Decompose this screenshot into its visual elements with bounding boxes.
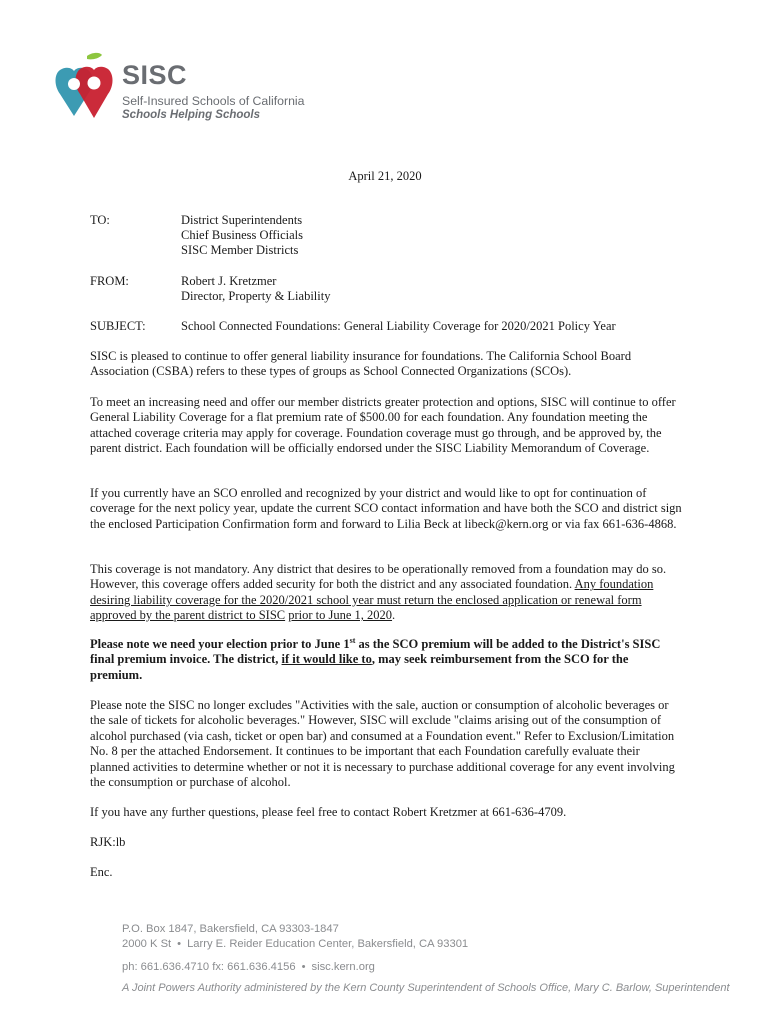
sisc-logo [54,52,305,124]
superscript: st [349,636,356,645]
underlined-text: if it would like to [281,652,372,667]
to-label: TO: [90,213,110,227]
to-line: District Superintendents [181,213,303,227]
paragraph-alcohol: Please note the SISC no longer excludes "Activities with the sale, auction or consumption of alcoholic beverages or the sale of tickets for alcoholic beverages." However, SISC will exclude "claims arising out of the consumption of alcohol purchased (via cash, ticket or open bar) and consumed at a Foundation event." Refer to Exclusion/Limitation No. 8 per the attached Endorsement. It continues to be important that each Foundation carefully evaluate their planned activities to determine whether or not it is necessary to purchase additional coverage for any event involving the consumption or purchase of alcohol. [90,698,675,790]
logo-tagline: Schools Helping Schools [122,109,261,121]
to-line: Chief Business Officials [181,228,303,242]
paragraph-election-note [90,637,682,683]
enclosure: Enc. [90,865,113,879]
apple-pin-icon [54,52,118,124]
footer-address: P.O. Box 1847, Bakersfield, CA 93303-1847 [122,923,339,935]
subject-text: School Connected Foundations: General Liability Coverage for 2020/2021 Policy Year [181,319,616,333]
text-span: 2000 K St [122,938,172,950]
from-line: Director, Property & Liability [181,289,331,303]
paragraph-coverage: To meet an increasing need and offer our member districts greater protection and options, SISC will continue to offer General Liability Coverage for a flat premium rate of $500.00 for each foundation. Any foundation meeting the attached coverage criteria may apply for coverage. Foundation coverage must go through, and be approved by, the parent district. Each foundation will be officially endorsed under the SISC Liability Memorandum of Coverage. [90,395,676,456]
to-line: SISC Member Districts [181,243,299,257]
from-label: FROM: [90,274,129,288]
logo-subtitle: Self-Insured Schools of California [122,94,305,108]
footer-website: sisc.kern.org [311,961,375,973]
text-span: as the SCO premium will be added to the District's SISC final premium invoice. The district, [90,637,661,667]
text-span: Please note we need your election prior to June 1 [90,637,350,651]
paragraph-continuation: If you currently have an SCO enrolled and recognized by your district and would like to opt for continuation of coverage for the next policy year, update the current SCO contact information and have both the SCO and district sign the enclosed Participation Confirmation form and forward to Lilia Beck at libeck@kern.org or via fax 661-636-4868. [90,486,682,531]
from-line: Robert J. Kretzmer [181,274,277,288]
paragraph-contact: If you have any further questions, please feel free to contact Robert Kretzmer at 661-636-4709. [90,805,567,819]
footer-jpa: A Joint Powers Authority administered by the Kern County Superintendent of Schools Office, Mary C. Barlow, Superintendent [122,982,730,994]
text-span: Larry E. Reider Education Center, Bakersfield, CA 93301 [187,938,469,950]
footer-phone: ph: 661.636.4710 fx: 661.636.4156 [122,961,296,973]
paragraph-intro: SISC is pleased to continue to offer general liability insurance for foundations. The California School Board Association (CSBA) refers to these types of groups as School Connected Organizations (SCOs). [90,349,632,379]
bullet-icon: • [301,961,306,973]
text-span: This coverage is not mandatory. Any district that desires to be operationally removed from a foundation may do so. However, this coverage offers added security for both the district and any associated foundation. [90,562,667,592]
underlined-text: Any foundation desiring liability coverage for the 2020/2021 school year must return the enclosed application or renewal form approved by the parent district to SISC [90,577,654,623]
underlined-deadline: prior to June 1, 2020 [288,608,393,623]
logo-name: SISC [122,60,188,90]
paragraph-not-mandatory [90,562,682,624]
bullet-icon: • [177,938,182,950]
text-span: . [392,608,396,623]
text-span: , may seek reimbursement from the SCO for the premium. [90,652,629,682]
footer-contact [122,961,375,973]
letter-date: April 21, 2020 [348,169,422,183]
footer-street [122,938,468,950]
initials: RJK:lb [90,835,126,849]
subject-label: SUBJECT: [90,319,146,333]
